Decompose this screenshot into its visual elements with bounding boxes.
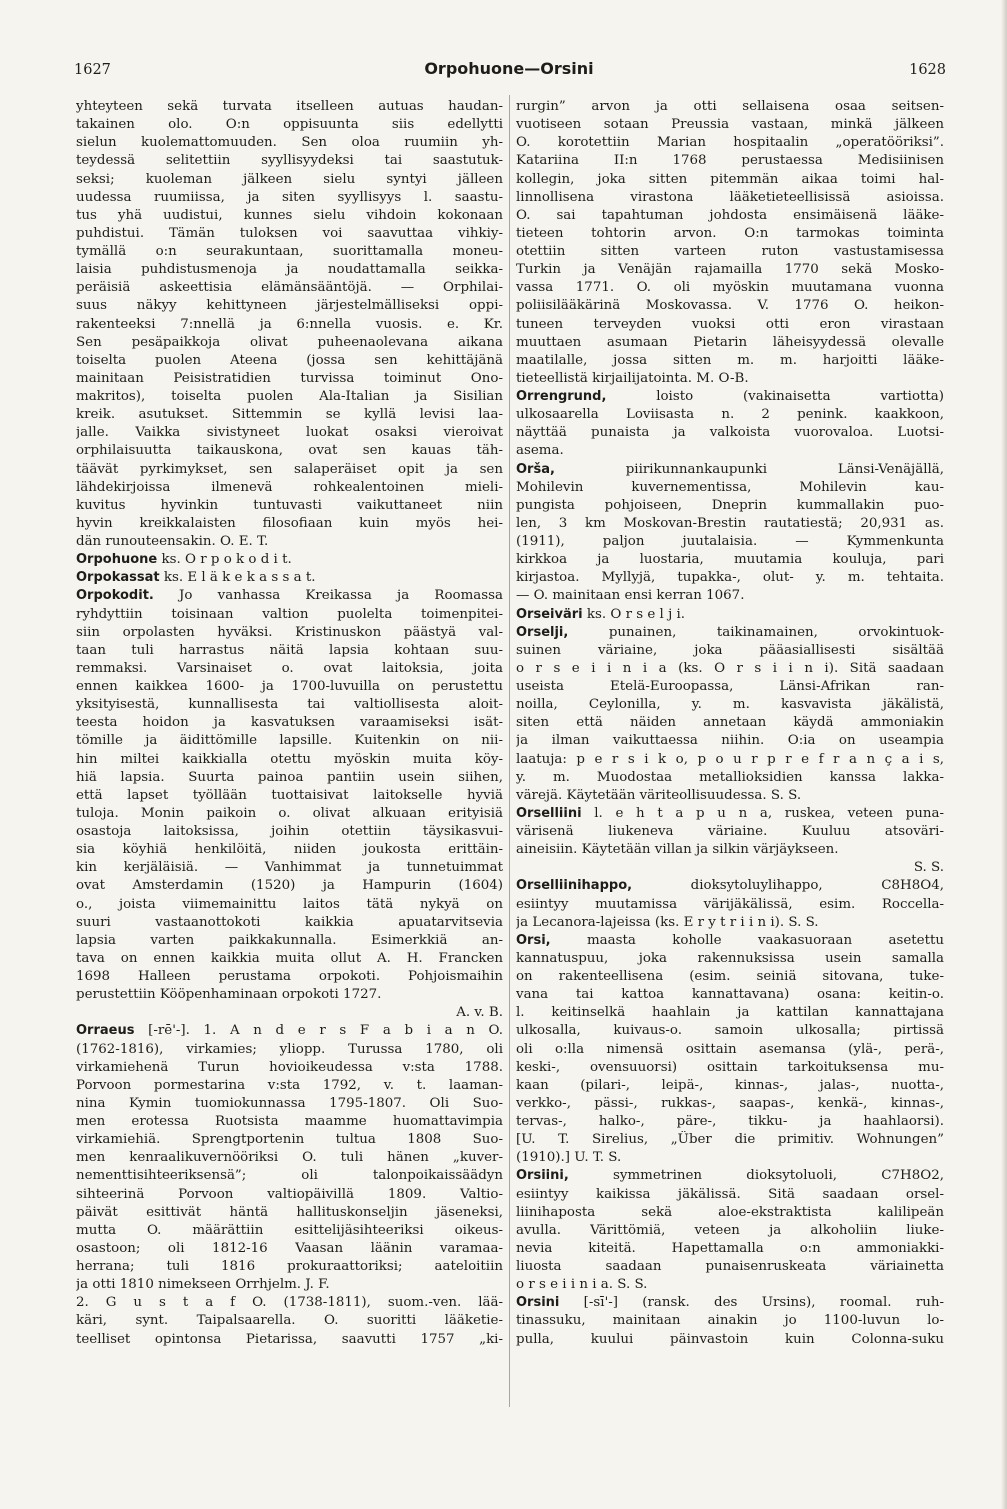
line-text: teydessä selitettiin syyllisyydeksi tai saastutuk- (76, 153, 503, 169)
line-text: peräisiä askeettisia elämänsääntöjä. — Orphilai- (76, 280, 503, 296)
line-text: [-sī'-] (ransk. des Ursins), roomal. ruh- (559, 1295, 944, 1311)
text-line (76, 533, 503, 551)
page-edge-shadow (1001, 0, 1007, 1509)
text-line (516, 678, 944, 696)
line-text: linnollisena virastona lääketieteellisissä asioissa. (516, 189, 944, 205)
line-text: Mohilevin kuvernementissa, Mohilevin kau- (516, 479, 944, 495)
text-line (76, 370, 503, 388)
line-text: punainen, taikinamainen, orvokintuok- (568, 624, 944, 640)
line-text: laatuja: p e r s i k o, p o u r p r e f r a n ç a i s, (516, 751, 944, 767)
text-line (76, 1294, 503, 1312)
text-line (516, 877, 944, 895)
line-text: Turkin ja Venäjän rajamailla 1770 sekä Mosko- (516, 262, 944, 278)
line-text: mainitaan Peisistratidien turvissa toiminut Ono- (76, 370, 503, 386)
line-text: Jo vanhassa Kreikassa ja Roomassa (153, 588, 503, 604)
text-line (516, 624, 944, 642)
text-line (76, 497, 503, 515)
text-line (76, 841, 503, 859)
text-line (76, 696, 503, 714)
text-line (516, 714, 944, 732)
text-line (516, 914, 944, 932)
text-line (516, 297, 944, 315)
line-text: otettiin sitten varteen ruton vastustamisessa (516, 244, 944, 259)
text-line (76, 297, 503, 315)
line-text: toiselta puolen Ateena (jossa sen kehittäjänä (76, 352, 503, 368)
text-line (76, 406, 503, 424)
line-text: puhdistui. Tämän tuloksen voi saavuttaa vihkiy- (76, 225, 503, 241)
text-line (516, 732, 944, 750)
text-line (76, 950, 503, 968)
text-line (516, 787, 944, 805)
line-text: ulkosaarella Loviisasta n. 2 penink. kaakkoon, (516, 407, 944, 423)
line-text: osastoja laitoksissa, joihin otettiin täysikasvui- (76, 824, 503, 839)
text-line (76, 1186, 503, 1204)
text-line (516, 587, 944, 605)
text-line (516, 442, 944, 460)
line-text: remmaksi. Varsinaiset o. ovat laitoksia, joita (76, 660, 503, 676)
text-line (76, 1022, 503, 1040)
line-text: dän runouteensakin. O. E. T. (76, 534, 269, 549)
text-line (76, 1113, 503, 1131)
text-line (516, 98, 944, 116)
text-line (516, 823, 944, 841)
line-text: ja ilman vaikuttaessa niihin. O:ia on useampia (516, 733, 944, 749)
text-line (516, 116, 944, 134)
text-line (516, 134, 944, 152)
text-line (516, 932, 944, 950)
text-line (76, 877, 503, 895)
line-text: esiintyy kaikissa jäkälissä. Sitä saadaan orsel- (516, 1186, 944, 1202)
text-line (516, 171, 944, 189)
entry-headword: Orsi, (516, 932, 551, 948)
text-line (76, 823, 503, 841)
text-line (76, 624, 503, 642)
text-line (516, 406, 944, 424)
text-line (516, 986, 944, 1004)
entry-headword: Orselliini (516, 805, 582, 821)
entry-headword: Orpohuone (76, 552, 158, 568)
line-text: virkamiehenä Turun hovioikeudessa v:sta 1788. (76, 1059, 503, 1075)
text-line (516, 769, 944, 787)
line-text: siin orpolasten hyväksi. Kristinuskon päästyä val- (76, 624, 503, 640)
line-text: asema. (516, 443, 564, 459)
entry-headword: Orša, (516, 461, 555, 477)
line-text: kannatuspuu, joka rakennuksissa usein samalla (516, 950, 944, 966)
line-text: rakenteeksi 7:nnellä ja 6:nnella vuosis. e. Kr. (76, 316, 503, 332)
text-line (516, 279, 944, 297)
line-text: esiintyy muutamissa värijäkälissä, esim. Roccella- (516, 896, 944, 912)
entry-headword: Orselji, (516, 624, 569, 640)
line-text: o r s e i i n i a (ks. O r s i i n i). Sitä saadaan (516, 660, 944, 676)
text-line (76, 769, 503, 787)
text-line (516, 1222, 944, 1240)
line-text: ja otti 1810 nimekseen Orrhjelm. J. F. (76, 1277, 330, 1293)
line-text: oli o:lla nimensä osittain asemansa (ylä-, perä-, (516, 1041, 944, 1057)
line-text: ks. E l ä k e k a s s a t. (159, 570, 316, 586)
text-line (76, 787, 503, 805)
line-text: y. m. Muodostaa metallioksidien kanssa lakka- (516, 769, 944, 785)
line-text: tuneen terveyden vuoksi otti eron virastaan (516, 316, 944, 332)
line-text: lähdekirjoissa ilmenevä rohkealentoinen mieli- (76, 479, 503, 495)
text-line (516, 1022, 944, 1040)
text-line (516, 1167, 944, 1185)
line-text: noilla, Ceylonilla, y. m. kasvavista jäkälistä, (516, 697, 944, 713)
text-line (76, 1240, 503, 1258)
line-text: sielun kuolemattomuuden. Sen oloa ruumiin yh- (76, 135, 503, 151)
line-text: o., joista viimemainittu laitos tätä nykyä on (76, 896, 503, 912)
line-text: värisenä liukeneva väriaine. Kuuluu atsoväri- (516, 824, 944, 839)
text-line (76, 1167, 503, 1185)
line-text: men kenraalikuvernööriksi O. tuli hänen „kuver- (76, 1150, 503, 1166)
text-line (516, 243, 944, 261)
line-text: ovat Amsterdamin (1520) ja Hampurin (1604) (76, 878, 503, 894)
text-line (516, 551, 944, 569)
text-line (76, 134, 503, 152)
text-line (516, 1240, 944, 1258)
line-text: useista Etelä-Euroopassa, Länsi-Afrikan ran- (516, 679, 944, 694)
page-number-right: 1628 (909, 62, 946, 78)
line-text: tus yhä uudistui, kunnes sielu vihdoin kokonaan (76, 207, 503, 223)
text-line (516, 1331, 944, 1349)
text-line (76, 171, 503, 189)
text-line (76, 1077, 503, 1095)
text-line (516, 1077, 944, 1095)
line-text: l. e h t a p u n a, ruskea, veteen puna- (581, 805, 944, 821)
text-line (76, 587, 503, 605)
text-line (76, 116, 503, 134)
text-line (516, 1258, 944, 1276)
text-line (516, 569, 944, 587)
line-text: ryhdyttiin toisinaan valtion puolelta toimenpitei- (76, 606, 503, 622)
line-text: täävät pyrkimykset, sen salaperäiset opit ja sen (76, 461, 503, 477)
line-text: pulla, kuului päinvastoin kuin Colonna-suku (516, 1331, 944, 1347)
line-text: kuvitus hyvinkin tuntuvasti vaikuttaneet niin (76, 497, 503, 513)
text-line (76, 1312, 503, 1330)
line-text: yhteyteen sekä turvata itselleen autuas haudan- (76, 99, 503, 114)
line-text: [U. T. Sirelius, „Über die primitiv. Wohnungen” (516, 1132, 944, 1148)
line-text: orphilaisuutta taikauskona, ovat sen kauas täh- (76, 443, 503, 459)
text-line (76, 1222, 503, 1240)
line-text: kirjastoa. Myllyjä, tupakka-, olut- y. m. tehtaita. (516, 570, 944, 586)
text-line (76, 732, 503, 750)
line-text: Sen pesäpaikkoja olivat puheenaolevana aikana (76, 334, 503, 350)
line-text: hin miltei kaikkialla otettu myöskin muita köy- (76, 751, 503, 767)
line-text: että lapset työllään tuottaisivat laitokselle hyviä (76, 787, 503, 803)
text-line (76, 714, 503, 732)
text-line (76, 189, 503, 207)
line-text: piirikunnankaupunki Länsi-Venäjällä, (554, 461, 944, 477)
text-line (76, 261, 503, 279)
text-line (516, 370, 944, 388)
line-text: keski-, ovensuuorsi) osittain tarkoituksensa mu- (516, 1059, 944, 1075)
line-text: vuotiseen sotaan Preussia vastaan, minkä jälkeen (516, 117, 944, 133)
text-line (76, 279, 503, 297)
text-line (76, 225, 503, 243)
text-line (516, 751, 944, 769)
text-line (516, 515, 944, 533)
text-line (516, 207, 944, 225)
line-text: o r s e i i n i a. S. S. (516, 1277, 648, 1293)
line-text: käri, synt. Taipalsaarella. O. suoritti lääketie- (76, 1313, 503, 1329)
line-text: tuloja. Monin paikoin o. olivat alkuaan erityisiä (76, 805, 503, 821)
text-line (516, 841, 944, 859)
line-text: loisto (vakinaisetta vartiotta) (606, 389, 944, 404)
line-text: dioksytoluylihappo, C8H8O4, (632, 878, 944, 894)
line-text: verkko-, pässi-, rukkas-, saapas-, kenkä-, kinnas-, (516, 1095, 944, 1111)
text-line (516, 805, 944, 823)
line-text: nementtisihteeriksensä”; oli talonpoikaissäädyn (76, 1168, 503, 1184)
text-line (76, 424, 503, 442)
line-text: kirkkoa ja luostaria, muutamia kouluja, pari (516, 552, 944, 568)
line-text: takainen olo. O:n oppisuunta siis edellytti (76, 117, 503, 133)
text-line (516, 479, 944, 497)
text-line (76, 442, 503, 460)
line-text: O. sai tapahtuman johdosta ensimäisenä lääke- (516, 207, 944, 223)
text-line (516, 497, 944, 515)
text-line (76, 207, 503, 225)
line-text: maasta koholle vaakasuoraan asetettu (550, 932, 944, 948)
text-line (76, 805, 503, 823)
entry-headword: Orsini (516, 1295, 560, 1311)
line-text: kreik. asutukset. Sittemmin se kyllä levisi laa- (76, 407, 503, 423)
text-line (516, 859, 944, 877)
text-line (516, 1276, 944, 1294)
text-line (76, 1041, 503, 1059)
text-line (516, 461, 944, 479)
entry-headword: Orpokassat (76, 570, 160, 586)
line-text: hyvin kreikkalaisten filosofiaan kuin myös hei- (76, 515, 503, 531)
text-line (76, 642, 503, 660)
text-line (76, 243, 503, 261)
line-text: teelliset opintonsa Pietarissa, saavutti 1757 „ki- (76, 1331, 503, 1347)
text-line (76, 859, 503, 877)
text-line (76, 98, 503, 116)
text-line (76, 1095, 503, 1113)
line-text: päivät esittivät häntä hallituskonseljin jäseneksi, (76, 1204, 503, 1220)
text-line (516, 1186, 944, 1204)
text-line (76, 334, 503, 352)
column-divider (509, 95, 510, 1407)
line-text: Porvoon pormestarina v:sta 1792, v. t. laaman- (76, 1077, 503, 1093)
line-text: ennen kaikkea 1600- ja 1700-luvuilla on perustettu (76, 679, 503, 694)
line-text: pungista pohjoiseen, Dneprin kummallakin puo- (516, 497, 944, 513)
entry-headword: Orrengrund, (516, 389, 607, 404)
line-text: 2. G u s t a f O. (1738-1811), suom.-ven. lää- (76, 1295, 503, 1311)
line-text: kollegin, joka sitten pitemmän aikaa toimi hal- (516, 171, 944, 187)
text-line (76, 1059, 503, 1077)
line-text: lapsia varten paikkakunnalla. Esimerkkiä an- (76, 932, 503, 948)
text-line (76, 1004, 503, 1022)
line-text: O. korotettiin Marian hospitaalin „operatööriksi”. (516, 135, 944, 151)
entry-headword: Orraeus (76, 1023, 135, 1039)
text-line (76, 1276, 503, 1294)
left-column (76, 98, 503, 1349)
text-line (76, 352, 503, 370)
line-text: S. S. (913, 860, 944, 876)
line-text: [-rē'-]. 1. A n d e r s F a b i a n O. (134, 1023, 503, 1039)
line-text: tieteellistä kirjailijatointa. M. O-B. (516, 370, 749, 386)
text-line (516, 225, 944, 243)
line-text: liinihaposta sekä aloe-ekstraktista kalilipeän (516, 1204, 944, 1220)
page-header (74, 59, 946, 86)
line-text: vana tai kattoa kannattavana) osana: keitin-o. (516, 987, 944, 1003)
text-line (76, 678, 503, 696)
line-text: (1911), paljon juutalaisia. — Kymmenkunta (516, 534, 944, 549)
text-line (516, 152, 944, 170)
line-text: nina Kymin tuomiokunnassa 1795-1807. Oli Suo- (76, 1095, 503, 1111)
line-text: näyttää punaista ja valkoista vuorovaloa. Luotsi- (516, 425, 944, 441)
text-line (76, 1131, 503, 1149)
text-line (516, 1041, 944, 1059)
line-text: tervas-, halko-, päre-, tikku- ja haahlaorsi). (516, 1114, 944, 1129)
line-text: taan tuli harrastus näitä lapsia kohtaan suu- (76, 642, 503, 658)
line-text: len, 3 km Moskovan-Brestin rautatiestä; 20,931 as. (516, 515, 944, 531)
text-line (516, 388, 944, 406)
text-line (76, 515, 503, 533)
line-text: ks. O r p o k o d i t. (157, 552, 292, 568)
entry-headword: Orsiini, (516, 1168, 569, 1184)
line-text: men erotessa Ruotsista maamme huomattavimpia (76, 1114, 503, 1129)
text-line (516, 1294, 944, 1312)
line-text: kaan (pilari-, leipä-, kinnas-, jalas-, nuotta-, (516, 1077, 944, 1093)
text-line (76, 1331, 503, 1349)
line-text: poliisilääkärinä Moskovassa. V. 1776 O. heikon- (516, 298, 944, 314)
line-text: muuttaen asumaan Pietarin läheisyydessä olevalle (516, 334, 944, 350)
line-text: rurgin” arvon ja otti sellaisena osaa seitsen- (516, 99, 944, 114)
running-title: Orpohuone—Orsini (424, 59, 594, 78)
entry-headword: Orselliinihappo, (516, 878, 633, 894)
line-text: ks. O r s e l j i. (582, 606, 686, 622)
text-line (516, 1204, 944, 1222)
line-text: symmetrinen dioksytoluoli, C7H8O2, (568, 1168, 944, 1184)
line-text: A. v. B. (456, 1005, 503, 1021)
line-text: värejä. Käytetään väriteollisuudessa. S. S. (516, 787, 802, 803)
entry-headword: Orpokodit. (76, 588, 154, 604)
line-text: osastoon; oli 1812-16 Vaasan läänin varamaa- (76, 1240, 503, 1256)
line-text: ulkosalla, kuivaus-o. samoin ulkosalla; pirtissä (516, 1023, 944, 1039)
text-line (76, 606, 503, 624)
line-text: sia köyhiä henkilöitä, niiden joukosta erittäin- (76, 842, 503, 858)
text-line (516, 533, 944, 551)
text-line (76, 551, 503, 569)
entry-headword: Orseiväri (516, 606, 583, 622)
text-line (516, 950, 944, 968)
line-text: nevia kiteitä. Hapettamalla o:n ammoniakki- (516, 1240, 944, 1256)
line-text: tömille ja äidittömille lapsille. Kuitenkin on nii- (76, 733, 503, 749)
line-text: aineisiin. Käytetään villan ja silkin värjäykseen. (516, 842, 839, 858)
text-line (76, 1149, 503, 1167)
line-text: yksityisestä, kunnallisesta tai valtiollisesta aloit- (76, 697, 503, 713)
text-line (516, 1095, 944, 1113)
line-text: laisia puhdistusmenoja ja noudattamalla seikka- (76, 262, 503, 278)
line-text: — O. mainitaan ensi kerran 1067. (516, 588, 745, 604)
line-text: seksi; kuoleman jälkeen sielu syntyi jälleen (76, 171, 503, 187)
text-line (76, 388, 503, 406)
text-line (516, 352, 944, 370)
text-line (516, 1059, 944, 1077)
text-line (516, 316, 944, 334)
line-text: makritos), toiselta puolen Ala-Italian ja Sisilian (76, 389, 503, 404)
line-text: mutta O. määrättiin esittelijäsihteeriksi oikeus- (76, 1222, 503, 1238)
line-text: tinassuku, mainitaan ainakin jo 1100-luvun lo- (516, 1313, 944, 1329)
text-line (516, 896, 944, 914)
line-text: tymällä o:n seurakuntaan, suorittamalla moneu- (76, 244, 503, 259)
line-text: virkamiehiä. Sprengtportenin tultua 1808 Suo- (76, 1132, 503, 1148)
line-text: tava on ennen kaikkia muita ollut A. H. Francken (76, 950, 503, 966)
text-line (76, 569, 503, 587)
text-line (516, 1149, 944, 1167)
text-line (516, 334, 944, 352)
line-text: avulla. Värittömiä, veteen ja alkoholiin liuke- (516, 1222, 944, 1238)
text-line (76, 986, 503, 1004)
line-text: 1698 Halleen perustama orpokoti. Pohjoismaihin (76, 969, 503, 984)
line-text: siten että näiden annetaan käydä ammoniakin (516, 715, 944, 731)
line-text: suus näkyy kehittyneen järjestelmälliseksi oppi- (76, 298, 503, 314)
text-line (76, 751, 503, 769)
line-text: on rakenteellisena (esim. seiniä sitovana, tuke- (516, 969, 944, 984)
text-line (76, 1258, 503, 1276)
line-text: Katariina II:n 1768 perustaessa Medisiinisen (516, 153, 944, 169)
line-text: perustettiin Kööpenhaminaan orpokoti 1727. (76, 987, 382, 1003)
text-line (76, 932, 503, 950)
text-line (76, 660, 503, 678)
line-text: vassa 1771. O. oli myöskin muutamana vuonna (516, 280, 944, 296)
line-text: jalle. Vaikka sivistyneet luokat osaksi vieroivat (76, 425, 503, 441)
text-line (76, 152, 503, 170)
line-text: maatilalle, jossa sitten m. m. harjoitti lääke- (516, 352, 944, 368)
text-line (516, 1113, 944, 1131)
text-line (516, 696, 944, 714)
line-text: hiä lapsia. Suurta painoa pantiin usein siihen, (76, 769, 503, 785)
text-line (516, 261, 944, 279)
line-text: liuosta saadaan punaisenruskeata väriainetta (516, 1259, 944, 1274)
line-text: tieteen tohtorin arvon. O:n tarmokas toiminta (516, 225, 944, 241)
line-text: (1910).] U. T. S. (516, 1150, 622, 1166)
text-line (76, 479, 503, 497)
line-text: (1762-1816), virkamies; yliopp. Turussa 1780, oli (76, 1041, 503, 1057)
text-line (516, 424, 944, 442)
line-text: suuri vastaanottokoti kaikkia apuatarvitsevia (76, 914, 503, 930)
text-line (76, 1204, 503, 1222)
text-line (76, 461, 503, 479)
text-line (516, 968, 944, 986)
text-line (516, 1312, 944, 1330)
text-line (76, 914, 503, 932)
text-line (76, 896, 503, 914)
line-text: sihteerinä Porvoon valtiopäivillä 1809. Valtio- (76, 1186, 503, 1202)
text-line (76, 968, 503, 986)
text-line (76, 316, 503, 334)
line-text: herrana; tuli 1816 prokuraattoriksi; aateloitiin (76, 1259, 503, 1274)
text-line (516, 1004, 944, 1022)
page-number-left: 1627 (74, 62, 111, 78)
line-text: uudessa ruumiissa, ja siten syyllisyys l. saastu- (76, 189, 503, 205)
text-line (516, 660, 944, 678)
line-text: ja Lecanora-lajeissa (ks. E r y t r i i n i). S. S. (516, 914, 819, 930)
line-text: suinen väriaine, joka pääasiallisesti sisältää (516, 642, 944, 658)
right-column (516, 98, 944, 1349)
line-text: teesta hoidon ja kasvatuksen varaamiseksi isät- (76, 715, 503, 731)
text-line (516, 1131, 944, 1149)
line-text: kin kerjäläisiä. — Vanhimmat ja tunnetuimmat (76, 860, 503, 876)
text-line (516, 189, 944, 207)
text-line (516, 642, 944, 660)
line-text: l. keitinselkä haahlain ja kattilan kannattajana (516, 1005, 944, 1021)
text-line (516, 606, 944, 624)
